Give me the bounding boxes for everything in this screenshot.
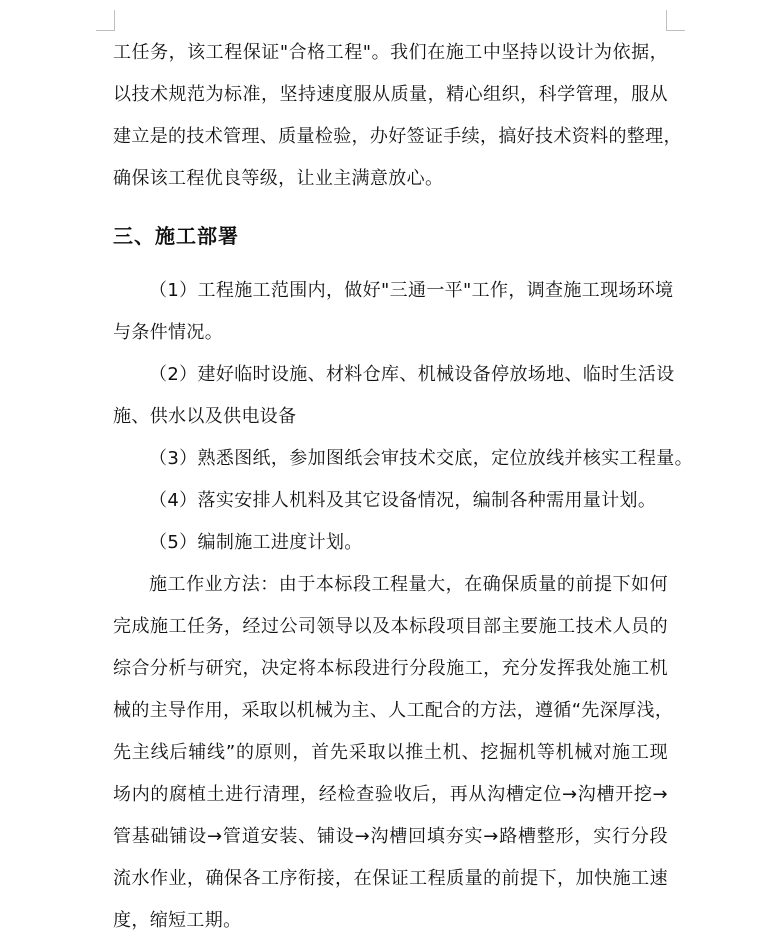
deployment-list [113,270,693,564]
section-heading: 三、施工部署 [113,224,239,248]
list-item [113,354,675,438]
text-line: （1）工程施工范围内，做好"三通一平"工作，调查施工现场环境 [149,280,674,301]
text-line: （2）建好临时设施、材料仓库、机械设备停放场地、临时生活设 [149,364,675,385]
text-line: 完成施工任务，经过公司领导以及本标段项目部主要施工技术人员的 [113,616,668,637]
text-line: 度，缩短工期。 [113,910,242,931]
text-line: 流水作业，确保各工序衔接，在保证工程质量的前提下，加快施工速 [113,868,668,889]
text-line: 场内的腐植土进行清理，经检查验收后，再从沟槽定位→沟槽开挖→ [113,784,668,805]
text-line: 与条件情况。 [113,322,224,343]
text-line: （5）编制施工进度计划。 [149,532,363,553]
text-line: （4）落实安排人机料及其它设备情况，编制各种需用量计划。 [149,490,657,511]
list-item [113,270,674,354]
list-item [113,522,668,564]
list-item [113,438,693,480]
text-line: 先主线后辅线”的原则，首先采取以推土机、挖掘机等机械对施工现 [113,742,668,763]
margin-corner-mark-right [666,10,685,31]
text-line: 工任务，该工程保证"合格工程"。我们在施工中坚持以设计为依据， [113,42,668,63]
document-body [113,32,693,942]
text-line: 以技术规范为标准，坚持速度服从质量，精心组织，科学管理，服从 [113,84,668,105]
text-line: （3）熟悉图纸，参加图纸会审技术交底，定位放线并核实工程量。 [149,448,693,469]
text-line: 确保该工程优良等级，让业主满意放心。 [113,168,444,189]
text-line: 施工作业方法：由于本标段工程量大，在确保质量的前提下如何 [149,574,668,595]
list-item [113,480,668,522]
text-line: 施、供水以及供电设备 [113,406,297,427]
text-line: 械的主导作用，采取以机械为主、人工配合的方法，遵循“先深厚浅， [113,700,674,721]
text-line: 建立是的技术管理、质量检验，办好签证手续，搞好技术资料的整理， [113,126,682,147]
text-line: 综合分析与研究，决定将本标段进行分段施工，充分发挥我处施工机 [113,658,668,679]
margin-corner-mark-left [96,10,115,31]
paragraph-quality-assurance [113,32,682,200]
paragraph-construction-method [113,564,674,942]
text-line: 管基础铺设→管道安装、铺设→沟槽回填夯实→路槽整形，实行分段 [113,826,668,847]
